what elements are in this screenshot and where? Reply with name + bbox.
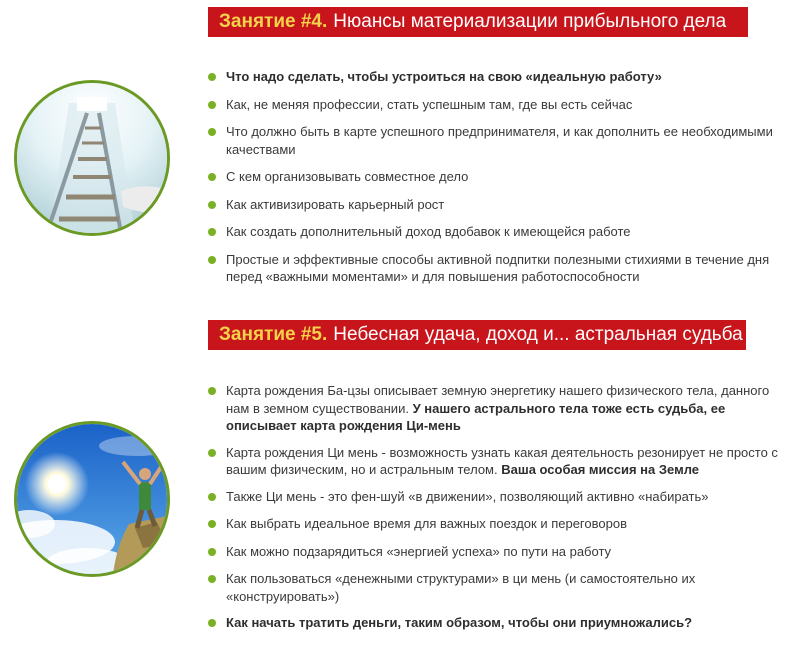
item-text: Как активизировать карьерный рост [226,196,445,212]
bullet-icon [208,575,216,583]
item-text: Как пользоваться «денежными структурами» в ци мень (и самостоятельно их «конструировать») [226,571,696,604]
bullet-icon [208,173,216,181]
item-text-bold: У нашего астрального тела тоже есть судьба, ее описывает карта рождения Ци-мень [226,400,726,433]
item-text: Что должно быть в карте успешного предпринимателя, и как дополнить ее необходимыми качествами [226,124,773,157]
list-item [208,251,778,286]
item-text: Карта рождения Ци мень - возможность узнать какая деятельность резонирует не просто с вашим физическим, но и астральным телом. [226,444,778,477]
lesson-4-title: Нюансы материализации прибыльного дела [333,11,727,32]
item-text: Карта рождения Ба-цзы описывает земную энергетику нашего физического тела, данного нам в земном существовании. [226,383,770,416]
bullet-icon [208,201,216,209]
ladder-illustration [17,83,167,233]
item-text: Как, не меняя профессии, стать успешным там, где вы есть сейчас [226,96,633,112]
lesson-5-header [208,320,746,350]
bullet-icon [208,493,216,501]
bullet-icon [208,73,216,81]
item-text-bold: Ваша особая миссия на Земле [501,462,700,477]
lesson-4-header [208,7,748,37]
bullet-icon [208,449,216,457]
ladder-to-light-image [14,80,170,236]
bullet-icon [208,128,216,136]
lesson-4-number: Занятие #4. [219,11,328,32]
lesson-5-list [208,382,778,632]
list-item [208,444,778,479]
list-item [208,68,778,86]
list-item [208,614,778,632]
list-item [208,543,778,561]
item-text: Как создать дополнительный доход вдобавок к имеющейся работе [226,224,631,239]
list-item [208,96,778,114]
bullet-icon [208,228,216,236]
list-item [208,223,778,241]
item-text: С кем организовывать совместное дело [226,169,469,184]
lesson-4-list [208,68,778,286]
bullet-icon [208,101,216,109]
list-item [208,515,778,533]
item-text: Как выбрать идеальное время для важных поездок и переговоров [226,516,627,531]
sky-illustration [17,424,167,574]
list-item [208,382,778,435]
list-item [208,123,778,158]
bullet-icon [208,619,216,627]
sky-jumper-image [14,421,170,577]
lesson-5-number: Занятие #5. [219,324,328,345]
bullet-icon [208,387,216,395]
list-item [208,570,778,605]
list-item [208,168,778,186]
list-item [208,488,778,506]
bullet-icon [208,548,216,556]
item-text: Также Ци мень - это фен-шуй «в движении», позволяющий активно «набирать» [226,488,709,504]
item-text: Что надо сделать, чтобы устроиться на свою «идеальную работу» [226,69,662,84]
item-text: Как можно подзарядиться «энергией успеха» по пути на работу [226,543,612,559]
item-text: Как начать тратить деньги, таким образом, чтобы они приумножались? [226,615,693,630]
bullet-icon [208,256,216,264]
lesson-5-title: Небесная удача, доход и... астральная судьба [333,324,743,345]
bullet-icon [208,520,216,528]
item-text: Простые и эффективные способы активной подпитки полезными стихиями в течение дня перед «важными моментами» и для повышения работоспособности [226,251,770,284]
list-item [208,196,778,214]
